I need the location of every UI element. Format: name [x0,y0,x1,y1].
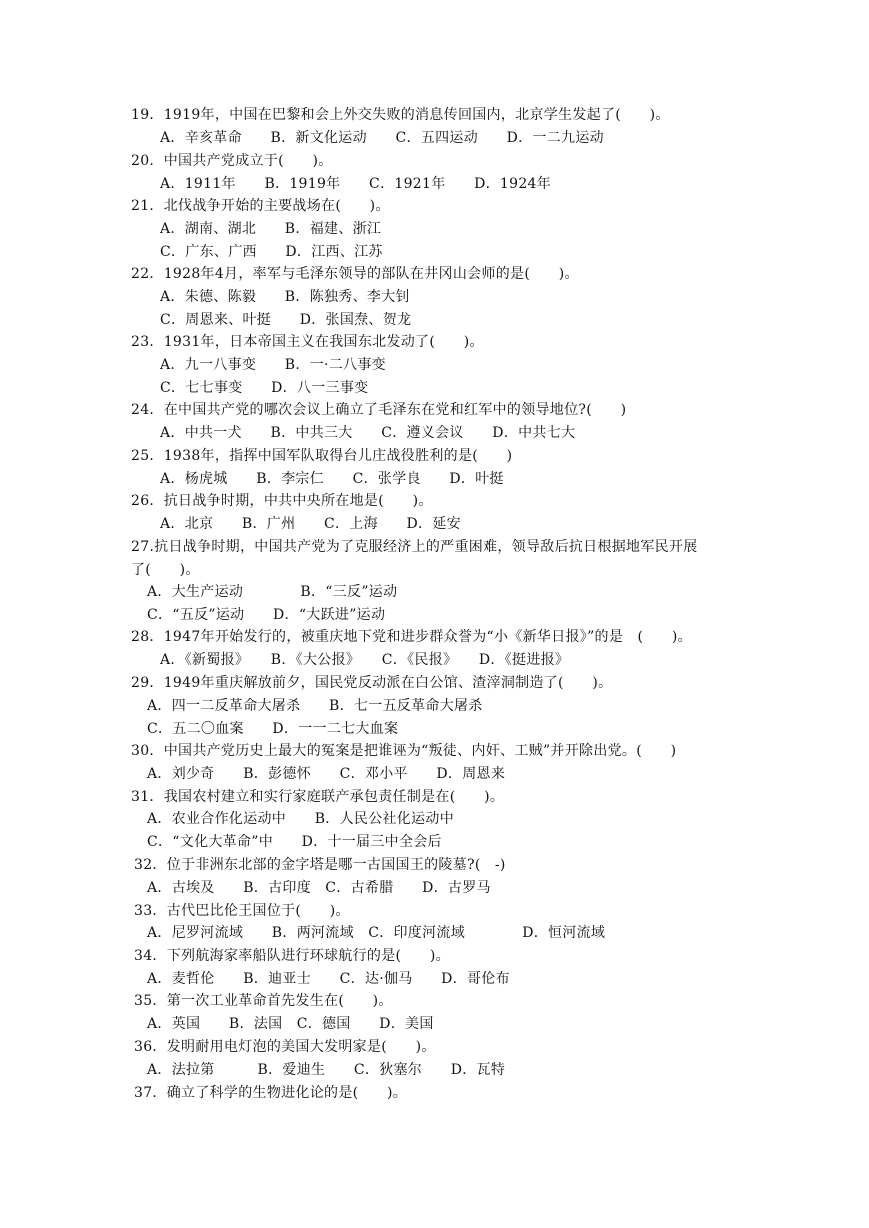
question-28-options: A．《新蜀报》 B．《大公报》 C．《民报》 D．《挺进报》 [160,652,570,668]
question-31-stem: 31．我国农村建立和实行家庭联产承包责任制是在( )。 [131,789,505,805]
question-22-stem: 22．1928年4月，率军与毛泽东领导的部队在井冈山会师的是( )。 [131,266,579,282]
question-20-stem: 20．中国共产党成立于( )。 [131,153,333,169]
question-20-options: A．1911年 B．1919年 C．1921年 D．1924年 [160,176,552,192]
question-35-stem: 35．第一次工业革命首先发生在( )。 [134,993,393,1009]
question-27-options-2: C．“五反”运动 D．“大跃进”运动 [147,607,386,623]
question-23-stem: 23．1931年，日本帝国主义在我国东北发动了( )。 [131,334,484,350]
question-25-options: A．杨虎城 B．李宗仁 C．张学良 D．叶挺 [160,471,504,487]
question-23-options-1: A．九一八事变 B．一·二八事变 [160,357,386,373]
question-33-stem: 33．古代巴比伦王国位于( )。 [134,903,350,919]
question-36-stem: 36．发明耐用电灯泡的美国大发明家是( )。 [134,1039,436,1055]
question-30-stem: 30．中国共产党历史上最大的冤案是把谁诬为“叛徒、内奸、工贼”并开除出党。( ) [131,743,677,759]
question-31-options-2: C．“文化大革命”中 D．十一届三中全会后 [147,834,442,850]
question-26-options: A．北京 B．广州 C．上海 D．延安 [160,516,461,532]
question-27-stem-cont: 了( )。 [131,562,200,578]
question-32-options: A．古埃及 B．古印度 C．古希腊 D．古罗马 [147,880,491,896]
question-21-stem: 21．北伐战争开始的主要战场在( )。 [131,198,390,214]
question-19-stem: 19．1919年，中国在巴黎和会上外交失败的消息传回国内，北京学生发起了( )。 [131,107,670,123]
question-29-stem: 29．1949年重庆解放前夕，国民党反动派在白公馆、渣滓洞制造了( )。 [131,675,613,691]
question-29-options-1: A．四一二反革命大屠杀 B．七一五反革命大屠杀 [147,698,483,714]
question-27-options-1: A．大生产运动 B．“三反”运动 [147,584,398,600]
question-24-stem: 24．在中国共产党的哪次会议上确立了毛泽东在党和红军中的领导地位?( ) [131,402,627,418]
question-19-options: A．辛亥革命 B．新文化运动 C．五四运动 D．一二九运动 [160,130,604,146]
question-34-options: A．麦哲伦 B．迪亚士 C．达·伽马 D．哥伦布 [147,971,510,987]
question-31-options-1: A．农业合作化运动中 B．人民公社化运动中 [147,811,454,827]
question-24-options: A．中共一犬 B．中共三大 C．遵义会议 D．中共七大 [160,425,576,441]
question-26-stem: 26．抗日战争时期，中共中央所在地是( )。 [131,493,433,509]
question-21-options-2: C．广东、广西 D．江西、江苏 [160,244,383,260]
question-25-stem: 25．1938年，指挥中国军队取得台儿庄战役胜利的是( ) [131,448,513,464]
question-29-options-2: C．五二〇血案 D．一一二七大血案 [147,721,399,737]
question-30-options: A．刘少奇 B．彭德怀 C．邓小平 D．周恩来 [147,766,506,782]
question-33-options: A．尼罗河流域 B．两河流域 C．印度河流域 D．恒河流域 [147,925,606,941]
question-23-options-2: C．七七事变 D．八一三事变 [160,380,369,396]
question-32-stem: 32．位于非洲东北部的金字塔是哪一古国国王的陵墓?( -) [134,857,506,873]
question-37-stem: 37．确立了科学的生物进化论的是( )。 [134,1085,408,1101]
question-22-options-1: A．朱德、陈毅 B．陈独秀、李大钊 [160,289,410,305]
question-35-options: A．英国 B．法国 C．德国 D．美国 [147,1016,434,1032]
question-22-options-2: C．周恩来、叶挺 D．张国焘、贺龙 [160,312,412,328]
question-28-stem: 28．1947年开始发行的，被重庆地下党和进步群众誉为“小《新华日报》”的是 ( )。 [131,629,692,645]
question-27-stem: 27.抗日战争时期，中国共产党为了克服经济上的严重困难，领导敌后抗日根据地军民开展 [131,539,698,555]
question-34-stem: 34．下列航海家率船队进行环球航行的是( )。 [134,948,450,964]
question-36-options: A．法拉第 B．爱迪生 C．狄塞尔 D．瓦特 [147,1062,506,1078]
question-21-options-1: A．湖南、湖北 B．福建、浙江 [160,221,382,237]
